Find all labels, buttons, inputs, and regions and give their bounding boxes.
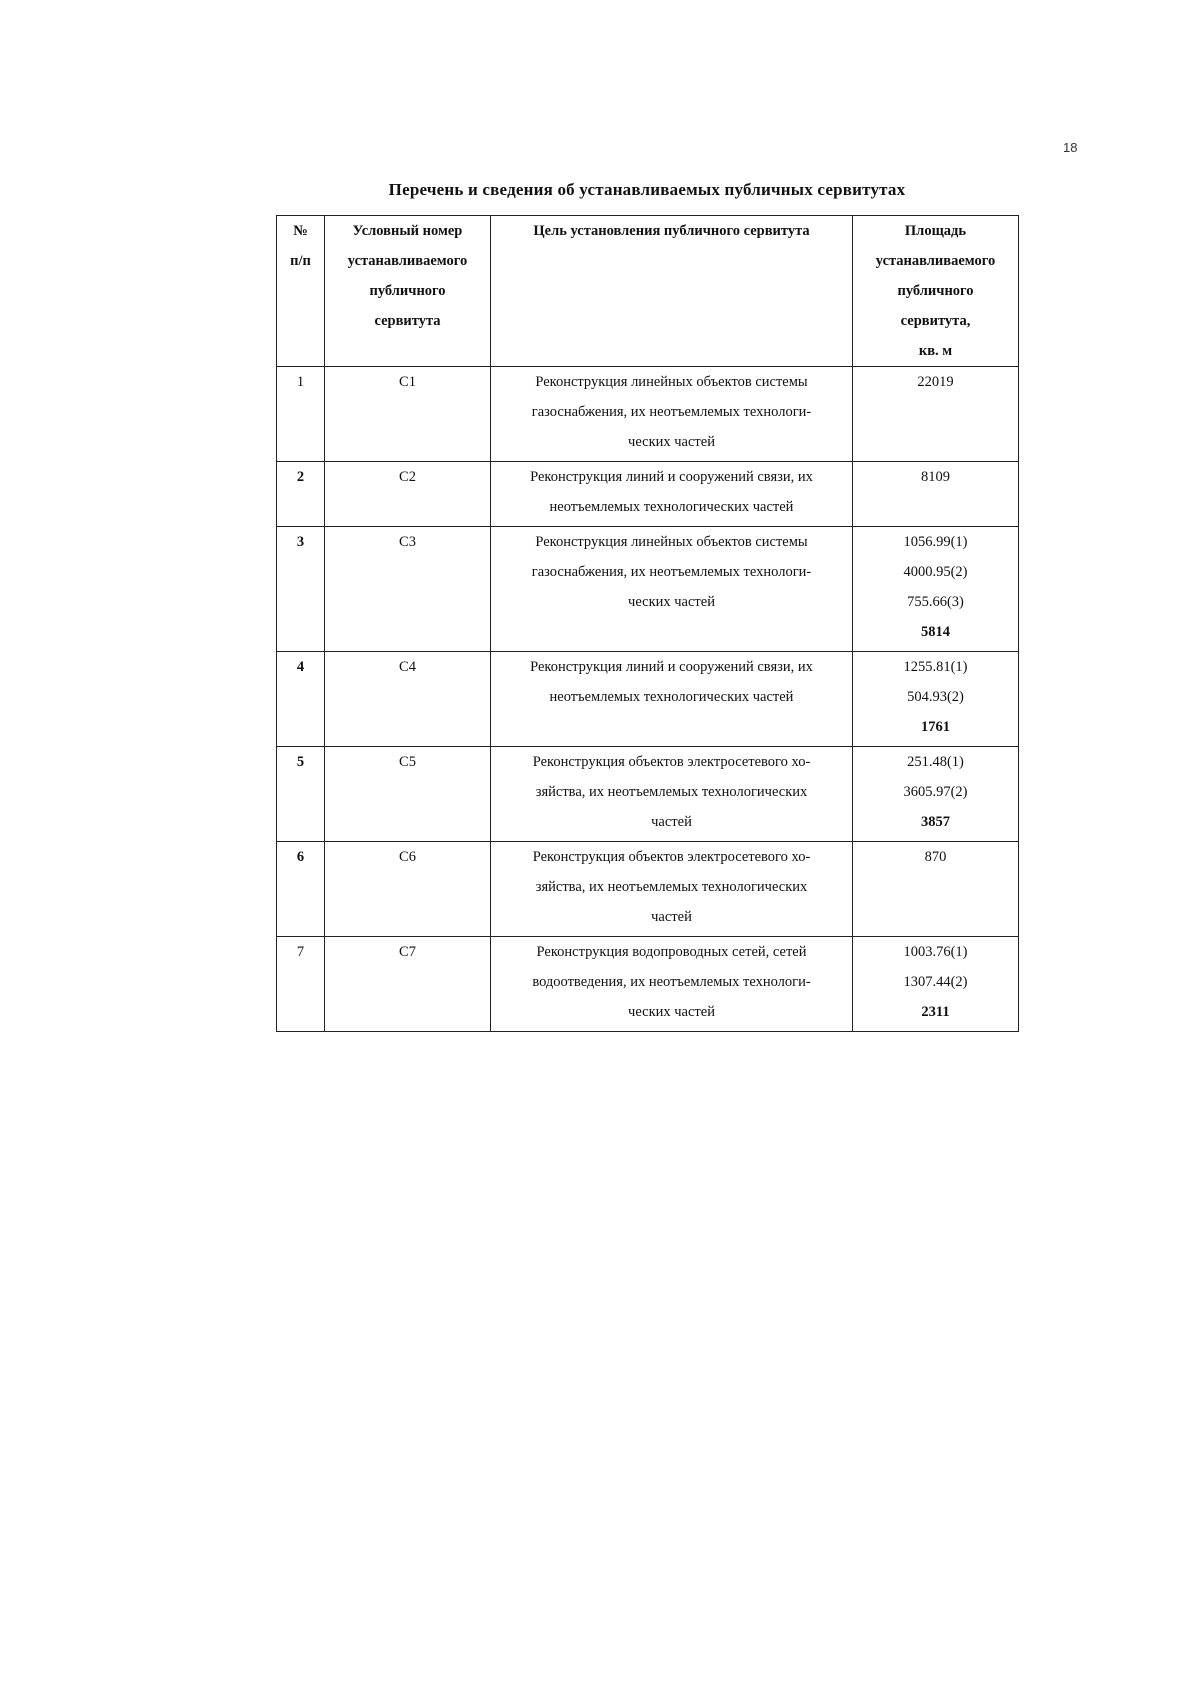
row-num: 3 — [277, 527, 325, 652]
row-purpose-line: зяйства, их неотъемлемых технологических — [535, 879, 808, 895]
row-num: 5 — [277, 747, 325, 842]
table-header-row — [277, 216, 1019, 367]
row-purpose-line: Реконструкция объектов электросетевого хо- — [532, 754, 811, 770]
page-number: 18 — [1063, 140, 1078, 155]
row-num: 6 — [277, 842, 325, 937]
row-area-part: 3605.97(2) — [903, 784, 968, 800]
header-area-line: сервитута, — [900, 313, 971, 329]
header-code-line: публичного — [369, 283, 446, 299]
header-area-line: публичного — [897, 283, 974, 299]
document-title: Перечень и сведения об устанавливаемых публичных сервитутах — [388, 180, 906, 199]
row-num: 4 — [277, 652, 325, 747]
table-row — [277, 747, 1019, 842]
row-area-part: 22019 — [917, 374, 954, 390]
servitudes-table — [276, 215, 1019, 1032]
row-purpose-line: Реконструкция линий и сооружений связи, их — [530, 469, 813, 485]
row-code: С2 — [325, 462, 491, 527]
row-area-part: 504.93(2) — [907, 689, 964, 705]
row-area-part: 4000.95(2) — [903, 564, 968, 580]
header-code-line: сервитута — [374, 313, 441, 329]
row-purpose-line: газоснабжения, их неотъемлемых технологи- — [531, 564, 812, 580]
row-area-total: 5814 — [921, 624, 950, 640]
row-purpose — [491, 367, 853, 462]
row-purpose-line: ческих частей — [628, 1004, 715, 1020]
row-code: С4 — [325, 652, 491, 747]
row-area-part: 251.48(1) — [907, 754, 964, 770]
header-code-line: устанавливаемого — [347, 253, 468, 269]
row-area-part: 1003.76(1) — [903, 944, 968, 960]
header-num-line: п/п — [290, 253, 311, 269]
row-purpose — [491, 937, 853, 1032]
row-purpose — [491, 842, 853, 937]
row-purpose-line: водоотведения, их неотъемлемых технологи- — [532, 974, 811, 990]
row-area — [853, 842, 1019, 937]
row-area — [853, 937, 1019, 1032]
header-purpose-line: Цель установления публичного сервитута — [533, 223, 810, 239]
table-row — [277, 367, 1019, 462]
row-purpose-line: неотъемлемых технологических частей — [549, 689, 794, 705]
row-purpose-line: газоснабжения, их неотъемлемых технологи- — [531, 404, 812, 420]
row-code: С6 — [325, 842, 491, 937]
header-area-line: Площадь — [904, 223, 967, 239]
header-area — [853, 216, 1019, 367]
row-code: С5 — [325, 747, 491, 842]
row-area-part: 1056.99(1) — [903, 534, 968, 550]
row-purpose — [491, 652, 853, 747]
row-purpose-line: частей — [651, 814, 692, 830]
header-num — [277, 216, 325, 367]
row-purpose-line: Реконструкция водопроводных сетей, сетей — [536, 944, 807, 960]
row-area-total: 3857 — [921, 814, 950, 830]
row-code: С3 — [325, 527, 491, 652]
header-purpose — [491, 216, 853, 367]
header-area-line: устанавливаемого — [875, 253, 996, 269]
row-purpose-line: Реконструкция линейных объектов системы — [535, 534, 808, 550]
row-num: 7 — [277, 937, 325, 1032]
row-area — [853, 367, 1019, 462]
row-code: С1 — [325, 367, 491, 462]
row-area-total: 1761 — [921, 719, 950, 735]
row-purpose — [491, 747, 853, 842]
row-purpose-line: Реконструкция линий и сооружений связи, их — [530, 659, 813, 675]
row-area — [853, 462, 1019, 527]
header-code-line: Условный номер — [352, 223, 463, 239]
table-row — [277, 652, 1019, 747]
row-purpose-line: зяйства, их неотъемлемых технологических — [535, 784, 808, 800]
row-purpose — [491, 462, 853, 527]
header-num-line: № — [293, 223, 308, 239]
row-area — [853, 527, 1019, 652]
row-purpose-line: ческих частей — [628, 594, 715, 610]
row-area — [853, 652, 1019, 747]
row-purpose-line: Реконструкция объектов электросетевого хо- — [532, 849, 811, 865]
row-purpose-line: Реконструкция линейных объектов системы — [535, 374, 808, 390]
row-num: 1 — [277, 367, 325, 462]
table-row — [277, 937, 1019, 1032]
header-code — [325, 216, 491, 367]
table-row — [277, 527, 1019, 652]
row-area-part: 755.66(3) — [907, 594, 964, 610]
row-purpose-line: частей — [651, 909, 692, 925]
row-area — [853, 747, 1019, 842]
row-purpose — [491, 527, 853, 652]
row-purpose-line: ческих частей — [628, 434, 715, 450]
row-code: С7 — [325, 937, 491, 1032]
row-area-total: 2311 — [921, 1004, 950, 1020]
row-area-part: 8109 — [921, 469, 950, 485]
row-area-part: 1307.44(2) — [903, 974, 968, 990]
table-body — [277, 367, 1019, 1032]
row-purpose-line: неотъемлемых технологических частей — [549, 499, 794, 515]
row-area-part: 1255.81(1) — [903, 659, 968, 675]
row-num: 2 — [277, 462, 325, 527]
header-area-line: кв. м — [918, 343, 953, 359]
table-row — [277, 842, 1019, 937]
row-area-part: 870 — [924, 849, 947, 865]
table-row — [277, 462, 1019, 527]
